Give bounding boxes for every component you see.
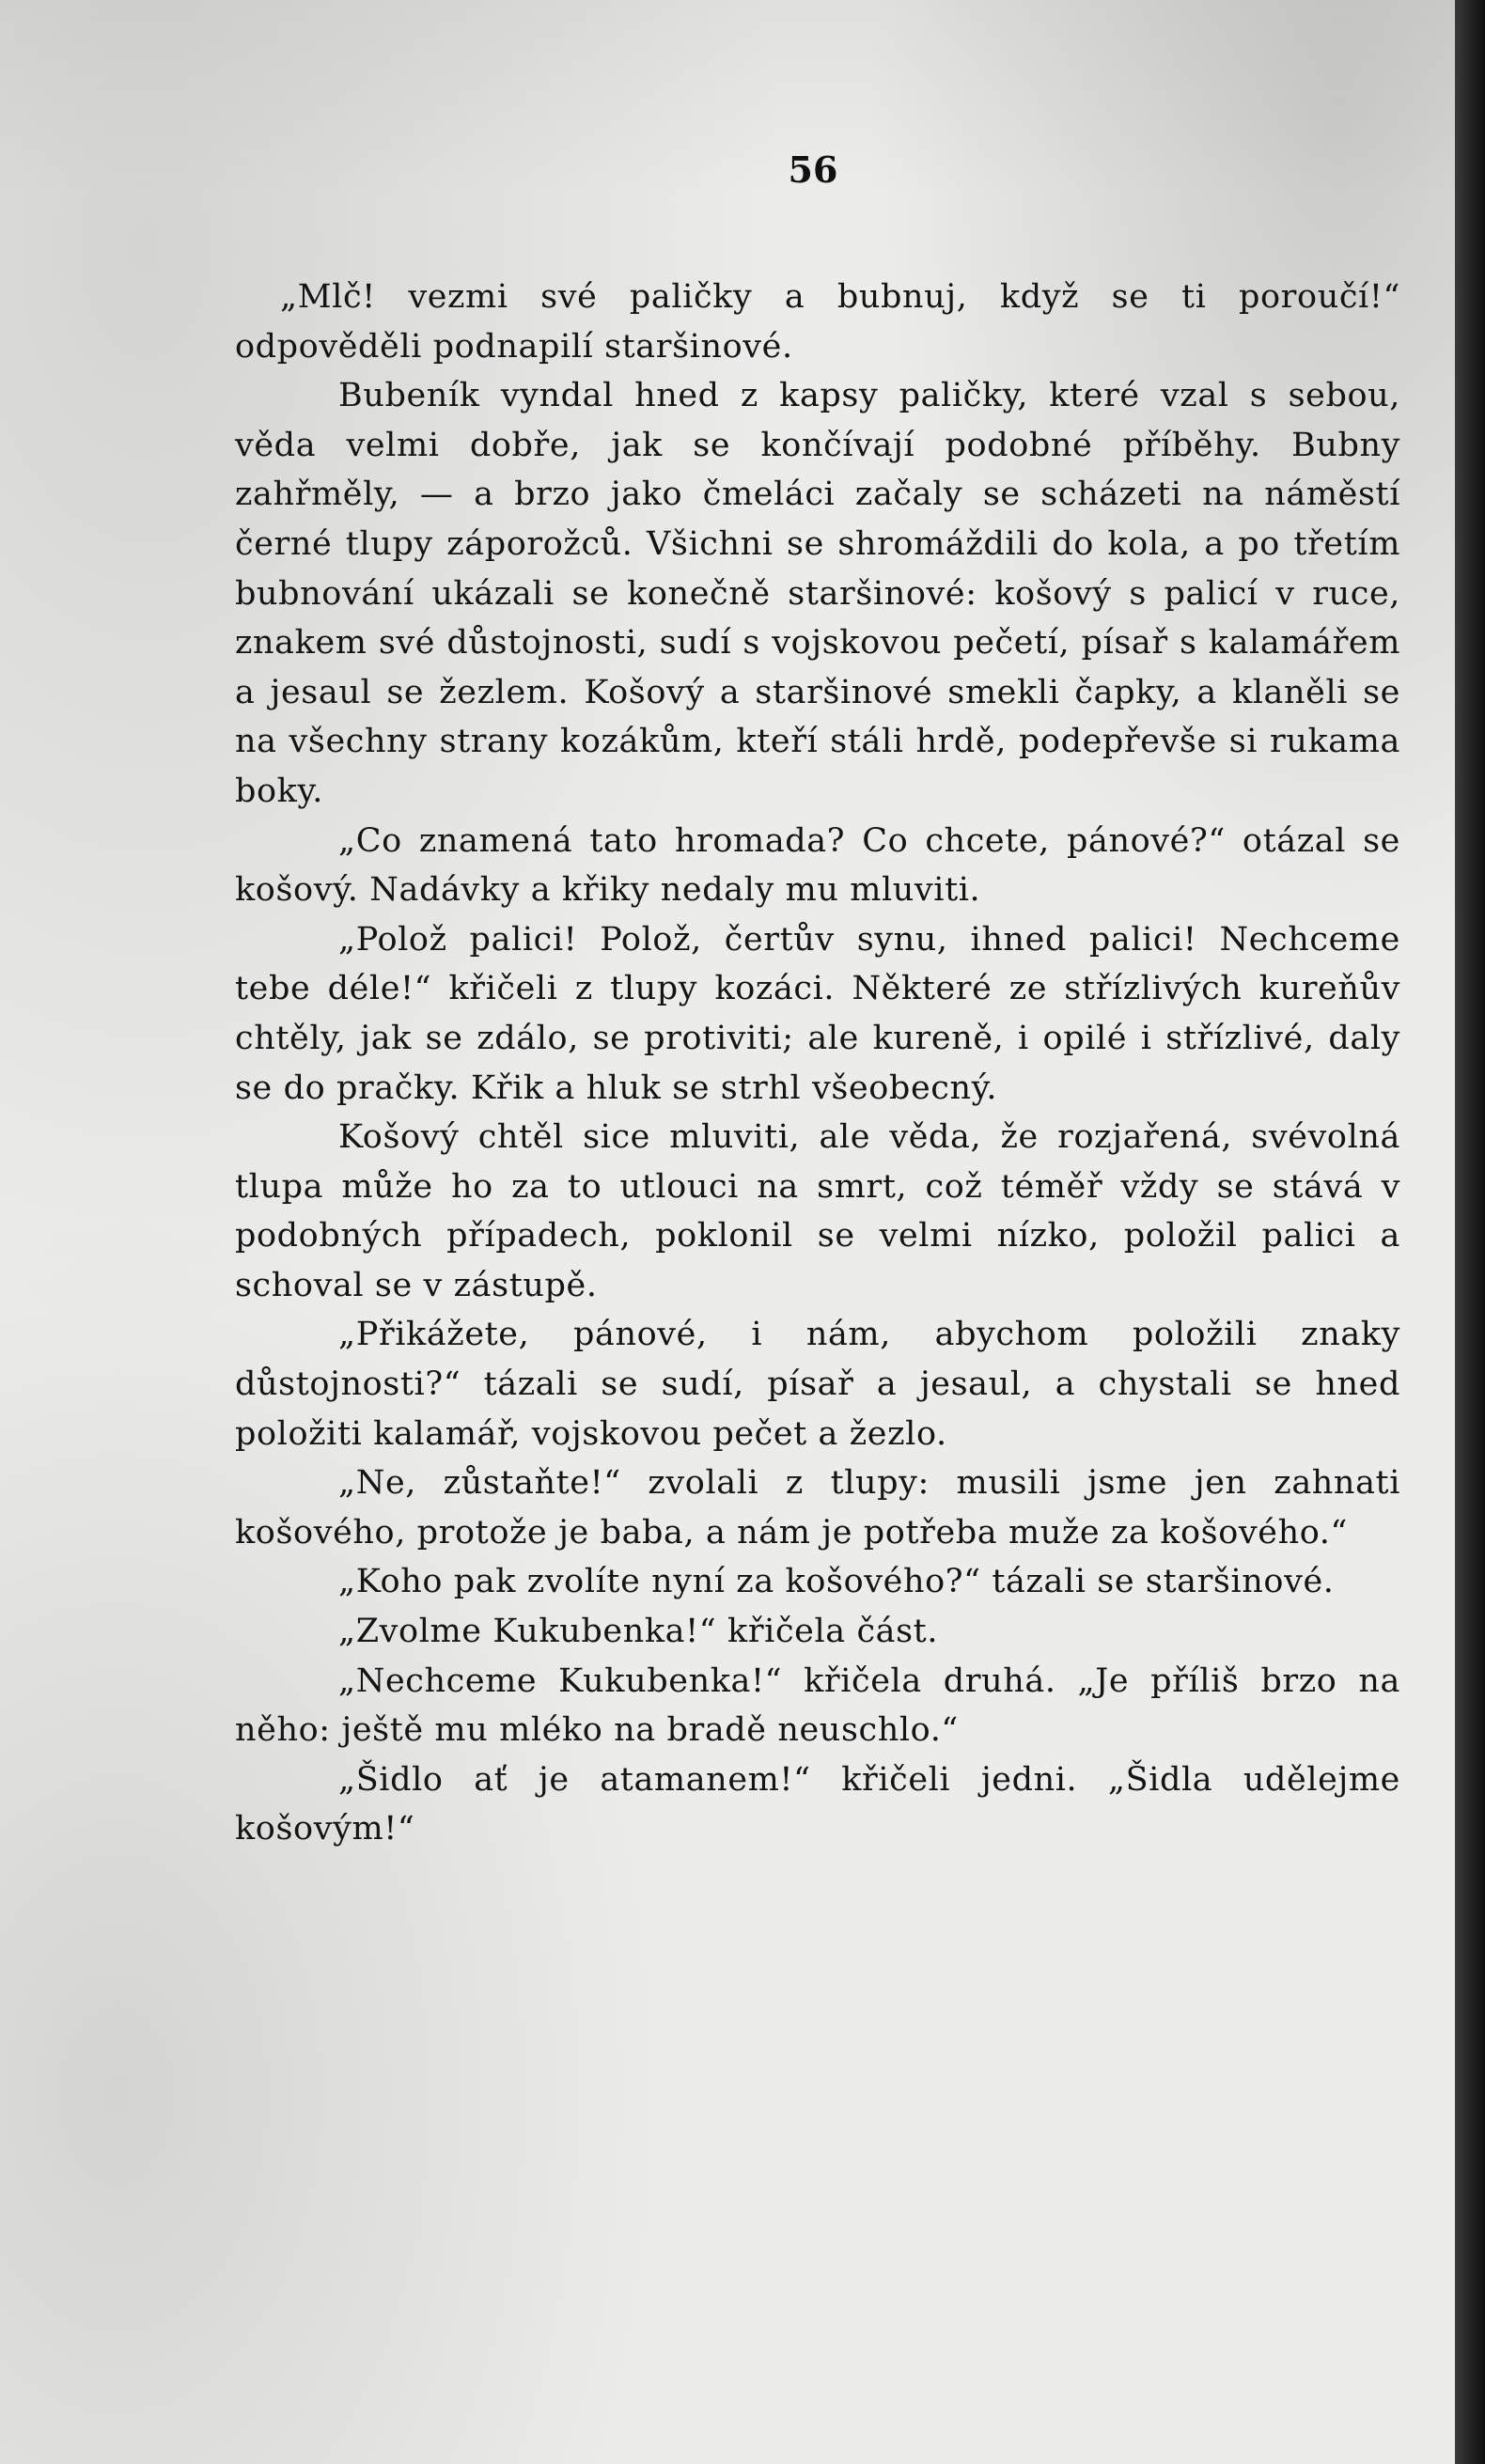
paragraph: Košový chtěl sice mluviti, ale věda, že rozjařená, svévolná tlupa může ho za to utlouci na smrt, což téměř vždy se stává v podobných případech, poklonil se velmi nízko, položil palici a schoval se v zástupě. <box>235 1118 1400 1304</box>
paragraph: „Mlč! vezmi své paličky a bubnuj, když se ti poroučí!“ odpověděli podnapilí staršinové. <box>235 278 1400 366</box>
paragraph: „Co znamená tato hromada? Co chcete, pánové?“ otázal se košový. Nadávky a křiky nedaly mu mluviti. <box>235 821 1400 910</box>
page-edge-shadow <box>1455 0 1485 2464</box>
paragraph: „Přikážete, pánové, i nám, abychom položili znaky důstojnosti?“ tázali se sudí, písař a jesaul, a chystali se hned položiti kalamář, vojskovou pečet a žezlo. <box>235 1316 1400 1453</box>
page-number: 56 <box>788 148 838 191</box>
paragraph: „Ne, zůstaňte!“ zvolali z tlupy: musili jsme jen zahnati košového, protože je baba, a nám je potřeba muže za košového.“ <box>235 1464 1400 1552</box>
paragraph: „Zvolme Kukubenka!“ křičela část. <box>338 1613 939 1651</box>
paragraph: „Polož palici! Polož, čertův synu, ihned palici! Nechceme tebe déle!“ křičeli z tlupy kozáci. Některé ze střízlivých kureňův chtěly, jak se zdálo, se protiviti; ale kureně, i opilé i střízlivé, daly se do pračky. Křik a hluk se strhl všeobecný. <box>235 920 1400 1107</box>
paragraph: „Nechceme Kukubenka!“ křičela druhá. „Je příliš brzo na něho: ještě mu mléko na bradě neuschlo.“ <box>235 1661 1400 1750</box>
paragraph: Bubeník vyndal hned z kapsy paličky, které vzal s sebou, věda velmi dobře, jak se končívají podobné příběhy. Bubny zahřměly, — a brzo jako čmeláci začaly se scházeti na náměstí černé tlupy záporožců. Všichni se shromáždili do kola, a po třetím bubnování ukázali se konečně staršinové: košový s palicí v ruce, znakem své důstojnosti, sudí s vojskovou pečetí, písař s kalamářem a jesaul se žezlem. Košový a staršinové smekli čapky, a klaněli se na všechny strany kozákům, kteří stáli hrdě, podepřevše si rukama boky. <box>235 377 1400 810</box>
paragraph: „Koho pak zvolíte nyní za košového?“ tázali se staršinové. <box>338 1563 1335 1601</box>
paragraph: „Šidlo ať je atamanem!“ křičeli jedni. „Šidla udělejme košovým!“ <box>235 1760 1400 1848</box>
body-text <box>235 273 1400 1854</box>
